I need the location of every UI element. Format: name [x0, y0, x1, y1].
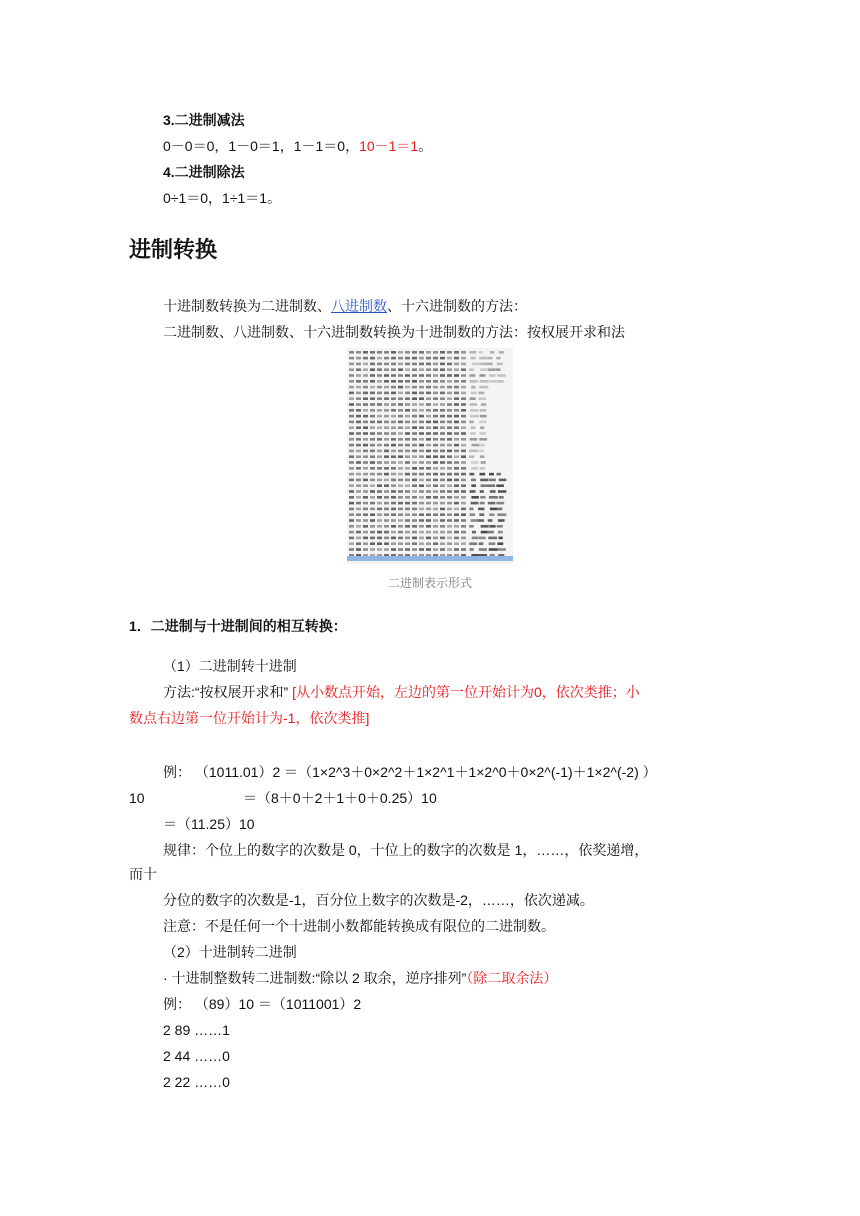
- division-step-3: 2 22 ……0: [163, 1074, 230, 1090]
- subtraction-highlight: 10－1＝1: [359, 138, 419, 154]
- subtraction-text: 0－0＝0，1－0＝1，1－1＝0，: [163, 138, 360, 154]
- sub-binary-to-decimal: （1）二进制转十进制: [163, 658, 297, 674]
- subheading-binary-division: 4.二进制除法: [163, 164, 245, 180]
- part1-title: 1．二进制与十进制间的相互转换：: [129, 618, 347, 634]
- subtraction-rules: [163, 136, 432, 156]
- figure-caption: 二进制表示形式: [387, 576, 472, 590]
- rule-line-1: 规律：个位上的数字的次数是 0，十位上的数字的次数是 1，……，依奖递增，: [163, 842, 649, 858]
- intro-line-2: 二进制数、八进制数、十六进制数转换为十进制数的方法：按权展开求和法: [163, 324, 625, 340]
- subtraction-end: 。: [418, 138, 433, 154]
- section-heading: 进制转换: [129, 237, 218, 262]
- method-note-1: [从小数点开始，左边的第一位开始计为0，依次类推；小: [292, 684, 640, 700]
- intro-text-b: 、十六进制数的方法：: [387, 298, 527, 314]
- division-rules: 0÷1＝0，1÷1＝1。: [163, 190, 282, 206]
- example-2-line: 例： （89）10 ＝（1011001）2: [163, 996, 362, 1012]
- division-step-2: 2 44 ……0: [163, 1048, 230, 1064]
- method-text: 方法:“按权展开求和”: [163, 684, 293, 700]
- subheading-binary-subtraction: 3.二进制减法: [163, 112, 245, 128]
- integer-method-text: · 十进制整数转二进制数:“除以 2 取余，逆序排列”: [163, 970, 467, 986]
- rule-line-3: 分位的数字的次数是-1，百分位上数字的次数是-2，……，依次递减。: [163, 892, 594, 908]
- binary-table-image: [347, 348, 513, 564]
- integer-method-name: （除二取余法）: [466, 970, 558, 986]
- intro-text-a: 十进制数转换为二进制数、: [163, 298, 331, 314]
- example-line-2b: ＝（8＋0＋2＋1＋0＋0.25）10: [243, 790, 437, 806]
- note-line: 注意：不是任何一个十进制小数都能转换成有限位的二进制数。: [163, 918, 555, 934]
- example-line-1: 例： （1011.01）2 ＝（1×2^3＋0×2^2＋1×2^1＋1×2^0＋0×2^(-1)＋1×2^(-2) ）: [163, 764, 657, 780]
- integer-method-line: [163, 968, 557, 988]
- rule-line-2: 而十: [129, 866, 157, 882]
- intro-line-1: [163, 296, 527, 316]
- division-step-1: 2 89 ……1: [163, 1022, 230, 1038]
- example-line-2a: 10: [129, 790, 145, 806]
- method-note-2: 数点右边第一位开始计为-1，依次类推]: [129, 710, 370, 726]
- binary-table-graphic: [347, 348, 513, 564]
- octal-link[interactable]: 八进制数: [331, 298, 387, 314]
- sub-decimal-to-binary: （2）十进制转二进制: [163, 944, 297, 960]
- method-line-1: [163, 682, 640, 702]
- example-line-3: ＝（11.25）10: [163, 816, 255, 832]
